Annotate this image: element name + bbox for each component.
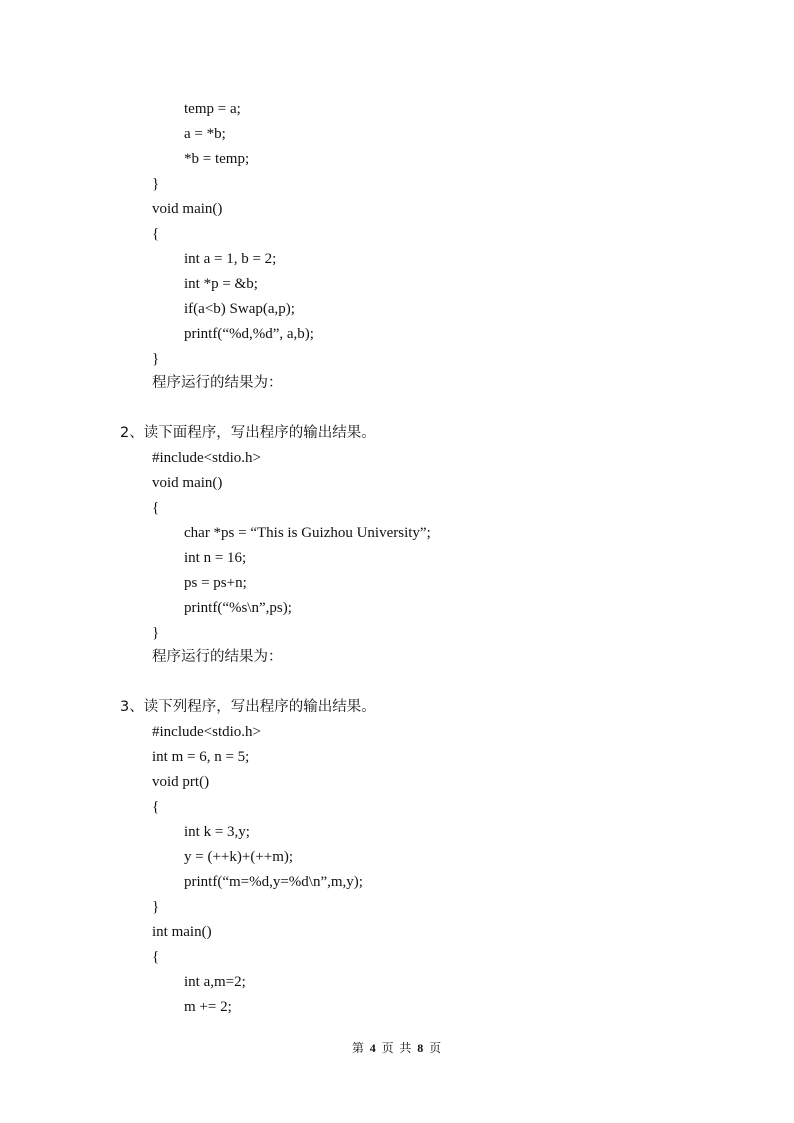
- current-page-number: 4: [369, 1041, 377, 1055]
- total-page-number: 8: [417, 1041, 425, 1055]
- code-line: y = (++k)+(++m);: [184, 849, 294, 865]
- result-label: 程序运行的结果为：: [152, 375, 283, 391]
- code-line: printf(“m=%d,y=%d\n”,m,y);: [184, 874, 363, 890]
- code-line: {: [152, 799, 160, 815]
- code-line: }: [152, 351, 160, 367]
- code-line: int a = 1, b = 2;: [184, 251, 277, 267]
- code-line: temp = a;: [184, 101, 241, 117]
- code-line: void main(): [152, 201, 223, 217]
- result-label: 程序运行的结果为：: [152, 649, 283, 665]
- code-line: int k = 3,y;: [184, 824, 250, 840]
- code-line: {: [152, 226, 160, 242]
- code-line: {: [152, 949, 160, 965]
- code-line: ps = ps+n;: [184, 575, 247, 591]
- footer-suffix: 页: [429, 1041, 443, 1055]
- code-line: }: [152, 176, 160, 192]
- code-line: int m = 6, n = 5;: [152, 749, 250, 765]
- code-line: int main(): [152, 924, 212, 940]
- code-line: void prt(): [152, 774, 210, 790]
- code-line: a = *b;: [184, 126, 226, 142]
- footer-prefix: 第: [351, 1041, 365, 1055]
- code-line: printf(“%s\n”,ps);: [184, 600, 292, 616]
- code-line: #include<stdio.h>: [152, 724, 261, 740]
- code-line: int a,m=2;: [184, 974, 246, 990]
- code-line: int n = 16;: [184, 550, 247, 566]
- code-line: int *p = &b;: [184, 276, 258, 292]
- code-line: #include<stdio.h>: [152, 450, 261, 466]
- question-heading: 3、读下列程序，写出程序的输出结果。: [120, 699, 376, 715]
- code-line: }: [152, 899, 160, 915]
- code-line: }: [152, 625, 160, 641]
- page-footer: [0, 1039, 794, 1056]
- code-line: if(a<b) Swap(a,p);: [184, 301, 295, 317]
- question-heading: 2、读下面程序，写出程序的输出结果。: [120, 425, 376, 441]
- code-line: {: [152, 500, 160, 516]
- code-line: void main(): [152, 475, 223, 491]
- code-line: printf(“%d,%d”, a,b);: [184, 326, 314, 342]
- code-line: m += 2;: [184, 999, 232, 1015]
- footer-mid: 页 共: [381, 1041, 413, 1055]
- code-line: char *ps = “This is Guizhou University”;: [184, 525, 431, 541]
- code-line: *b = temp;: [184, 151, 250, 167]
